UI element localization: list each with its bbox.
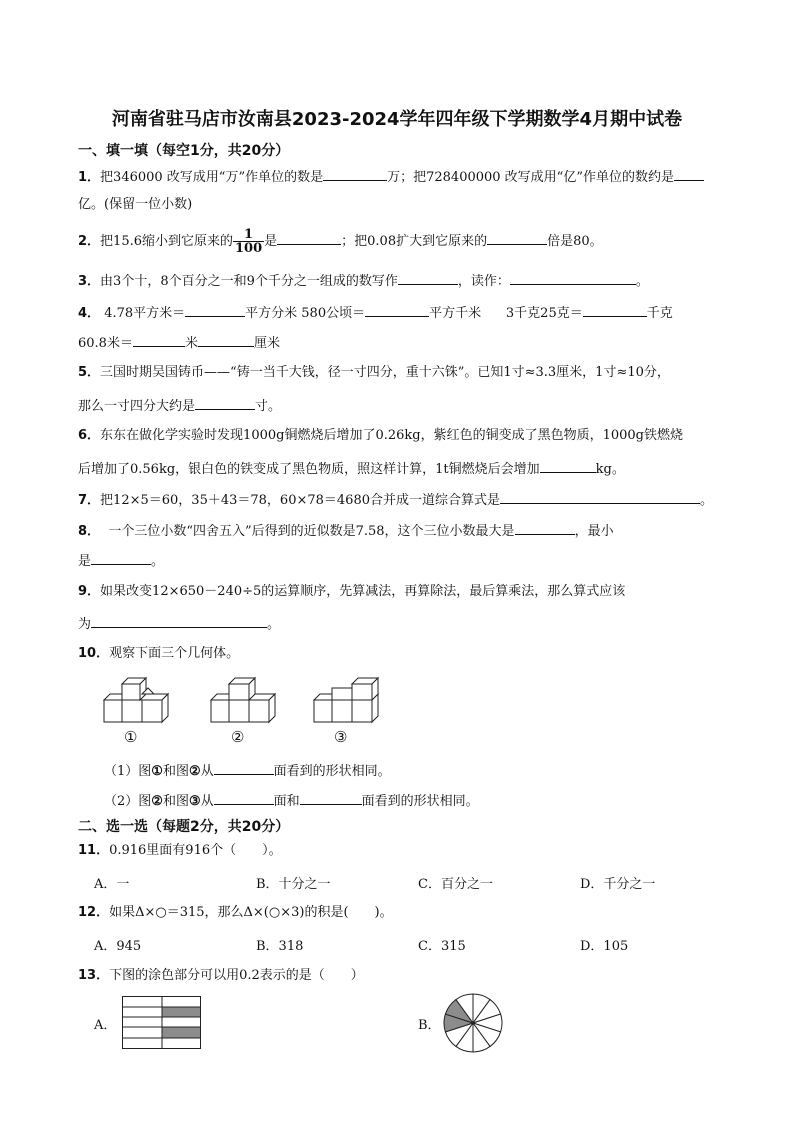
answer-blank[interactable]: [185, 302, 245, 317]
answer-blank[interactable]: [91, 550, 151, 565]
question-number: 8．: [78, 524, 101, 539]
question-number: 7．: [78, 493, 101, 508]
question-text: 后增加了0.56kg，银白色的铁变成了黑色物质，照这样计算，1t铜燃烧后会增加: [78, 462, 540, 477]
question-text: 。: [267, 617, 281, 632]
answer-blank[interactable]: [487, 230, 547, 245]
question-1-line-2: 亿。(保留一位小数): [78, 197, 193, 212]
shaded-grid-figure: [122, 996, 202, 1050]
question-number: 11．: [78, 843, 110, 858]
question-text: 万；把728400000 改写成用“亿”作单位的数约是: [387, 170, 674, 185]
question-text: 把346000 改写成用“万”作单位的数是: [100, 170, 324, 185]
answer-blank[interactable]: [365, 302, 429, 317]
cube-figure-1: [100, 678, 170, 728]
figure-label: ②: [231, 728, 245, 746]
question-text: 东东在做化学实验时发现1000g铜燃烧后增加了0.26kg，紫红色的铜变成了黑色物质，1000g铁燃烧: [100, 428, 684, 443]
option-d[interactable]: D．千分之一: [580, 877, 656, 892]
answer-blank[interactable]: [500, 489, 700, 504]
question-number: 1．: [78, 170, 101, 185]
option-b[interactable]: B．: [418, 1018, 441, 1033]
fraction-denominator: 100: [235, 241, 263, 256]
question-text: 平方千米: [429, 306, 482, 321]
question-text: 为: [78, 617, 92, 632]
figure-ref: ①: [151, 764, 163, 779]
question-text: 那么一寸四分大约是: [78, 399, 196, 414]
shaded-circle-figure: [443, 993, 503, 1053]
question-text: 3千克25克＝: [505, 306, 583, 321]
option-a[interactable]: A．: [94, 1018, 117, 1033]
answer-blank[interactable]: [195, 395, 255, 410]
question-text: ，读作：: [457, 274, 510, 289]
question-13: [78, 967, 364, 985]
answer-blank[interactable]: [583, 302, 647, 317]
answer-blank[interactable]: [540, 458, 596, 473]
question-number: 2．: [78, 234, 101, 249]
option-c[interactable]: C．百分之一: [418, 877, 493, 892]
question-text: 面看到的形状相同。: [273, 764, 391, 779]
answer-blank[interactable]: [133, 332, 185, 347]
fraction: [233, 228, 264, 255]
answer-blank[interactable]: [515, 520, 575, 535]
question-text: 从: [200, 794, 214, 809]
question-text: 如果Δ×○＝315，那么Δ×(○×3)的积是( )。: [109, 905, 393, 920]
question-text: 。: [699, 493, 713, 508]
answer-blank[interactable]: [91, 613, 267, 628]
question-7: [78, 489, 713, 510]
question-10-sub-2: [104, 790, 479, 811]
answer-blank[interactable]: [198, 332, 254, 347]
question-number: 12．: [78, 905, 110, 920]
question-9-line-2: [78, 613, 280, 634]
page-title: 河南省驻马店市汝南县2023-2024学年四年级下学期数学4月期中试卷: [111, 109, 683, 130]
question-11: [78, 842, 282, 860]
question-text: （2）图: [104, 794, 152, 809]
question-text: 和图: [162, 794, 189, 809]
question-text: kg。: [595, 462, 625, 477]
option-a[interactable]: A．945: [94, 939, 142, 954]
question-text: 倍是80。: [547, 234, 603, 249]
fraction-numerator: 1: [233, 228, 264, 242]
question-6-line-2: [78, 458, 625, 479]
question-text: 由3个十，8个百分之一和9个千分之一组成的数写作: [100, 274, 398, 289]
question-text: （1）图: [104, 764, 152, 779]
figure-ref: ②: [151, 794, 163, 809]
answer-blank[interactable]: [277, 230, 341, 245]
option-b[interactable]: B．十分之一: [256, 877, 331, 892]
figure-ref: ②: [188, 764, 201, 779]
question-text: 三国时期吴国铸币——“铸一当千大钱，径一寸四分，重十六铢”。已知1寸≈3.3厘米，1寸≈10分，: [100, 365, 670, 380]
question-text: 60.8米＝: [78, 336, 133, 351]
question-text: 和图: [162, 764, 189, 779]
question-text: 平方分米 580公顷＝: [245, 306, 366, 321]
question-number: 13．: [78, 968, 110, 983]
shaded-cell: [162, 1007, 201, 1017]
question-text: 如果改变12×650－240÷5的运算顺序，先算减法，再算除法，最后算乘法，那么算式应该: [100, 584, 626, 599]
section-1-heading: 一、填一填（每空1分，共20分）: [78, 143, 290, 159]
question-number: 9．: [78, 584, 101, 599]
question-4-line-2: [78, 332, 280, 353]
question-text: 把15.6缩小到它原来的: [100, 234, 233, 249]
question-number: 5．: [78, 365, 101, 380]
answer-blank[interactable]: [323, 166, 387, 181]
question-9-line-1: [78, 583, 625, 601]
question-text: 米: [184, 336, 198, 351]
question-6-line-1: [78, 427, 683, 445]
question-5-line-2: [78, 395, 281, 416]
question-number: 10．: [78, 646, 110, 661]
question-text: 一个三位小数“四舍五入”后得到的近似数是7.58，这个三位小数最大是: [108, 524, 515, 539]
option-b[interactable]: B．318: [256, 939, 304, 954]
question-text: 观察下面三个几何体。: [109, 646, 240, 661]
option-c[interactable]: C．315: [418, 939, 466, 954]
cube-figure-2: [207, 678, 277, 728]
shaded-cell: [162, 1027, 201, 1038]
question-8-line-1: [78, 520, 614, 541]
question-1-line-1: [78, 166, 704, 187]
answer-blank[interactable]: [214, 760, 274, 775]
question-text: ，最小: [574, 524, 614, 539]
question-12: [78, 904, 393, 922]
question-text: 寸。: [255, 399, 282, 414]
question-text: 。: [151, 554, 165, 569]
question-5-line-1: [78, 364, 670, 382]
question-8-line-2: [78, 550, 164, 571]
question-text: 4.78平方米＝: [104, 306, 186, 321]
option-d[interactable]: D．105: [580, 939, 629, 954]
question-text: 面看到的形状相同。: [361, 794, 479, 809]
question-3: [78, 270, 649, 291]
question-text: ；把0.08扩大到它原来的: [341, 234, 488, 249]
question-text: 是: [78, 554, 92, 569]
question-text: 把12×5＝60，35＋43＝78，60×78＝4680合并成一道综合算式是: [100, 493, 500, 508]
question-text: 是: [264, 234, 278, 249]
question-text: 厘米: [253, 336, 280, 351]
cube-figure-3: [310, 676, 382, 728]
question-text: 千克: [646, 306, 673, 321]
figure-ref: ③: [188, 794, 201, 809]
answer-blank[interactable]: [214, 790, 274, 805]
question-text: 。: [635, 274, 649, 289]
question-10-sub-1: [104, 760, 391, 781]
question-4-line-1: [78, 302, 673, 323]
option-a[interactable]: A．一: [94, 877, 130, 892]
question-number: 3．: [78, 274, 101, 289]
question-2: [78, 228, 603, 255]
question-text: 下图的涂色部分可以用0.2表示的是（ ）: [109, 968, 364, 983]
figure-label: ③: [334, 728, 348, 746]
question-number: 6．: [78, 428, 101, 443]
question-text: 从: [200, 764, 214, 779]
question-text: 0.916里面有916个（ ）。: [109, 843, 282, 858]
question-10: [78, 645, 239, 663]
question-text: 面和: [273, 794, 300, 809]
figure-label: ①: [124, 728, 138, 746]
answer-blank[interactable]: [300, 790, 362, 805]
answer-blank[interactable]: [510, 270, 636, 285]
section-2-heading: 二、选一选（每题2分，共20分）: [78, 819, 290, 835]
answer-blank[interactable]: [674, 166, 704, 181]
question-number: 4．: [78, 306, 101, 321]
answer-blank[interactable]: [398, 270, 458, 285]
